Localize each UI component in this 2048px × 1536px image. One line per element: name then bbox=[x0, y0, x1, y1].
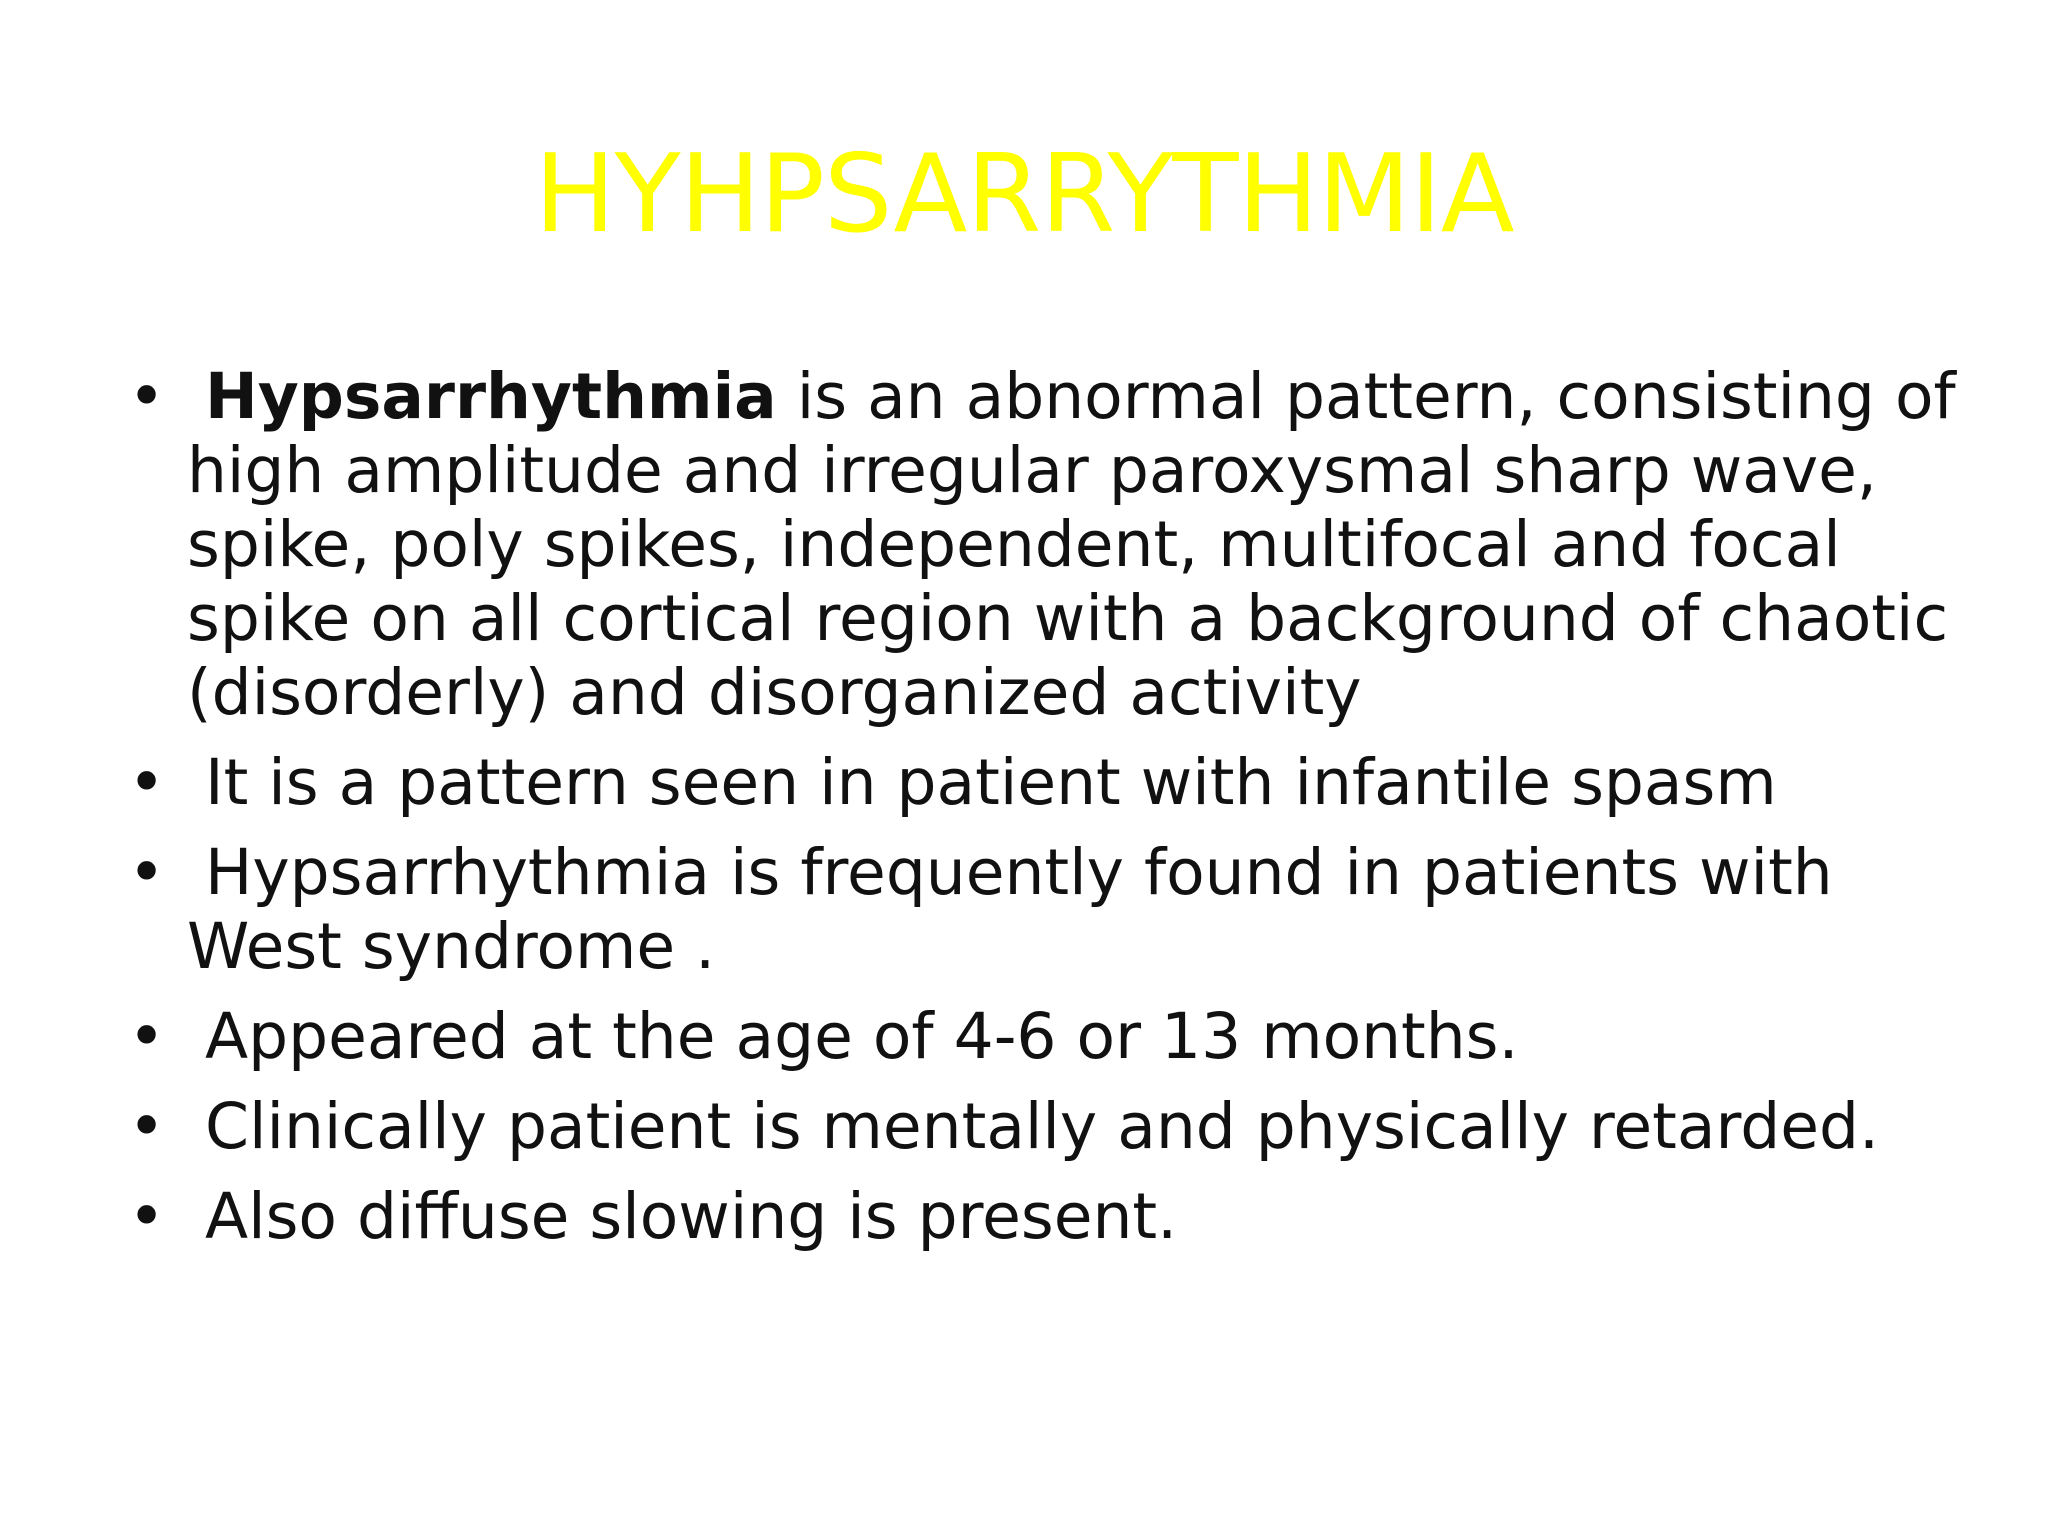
bullet-icon: • bbox=[128, 836, 166, 909]
bullet-text-rest: is an abnormal pattern, consisting of high amplitude and irregular paroxysmal sharp wave, spike, poly spikes, independent, multifocal and focal spike on all cortical region with a background of chaotic (disorderly) and disorganized activity bbox=[187, 360, 1956, 729]
bullet-icon: • bbox=[128, 1180, 166, 1253]
bullet-item-definition bbox=[120, 360, 1980, 730]
bullet-list bbox=[120, 360, 1980, 1270]
bullet-icon: • bbox=[128, 360, 166, 433]
bullet-item-age bbox=[120, 1000, 1980, 1074]
bullet-icon: • bbox=[128, 1090, 166, 1163]
bullet-icon: • bbox=[128, 1000, 166, 1073]
bullet-text: It is a pattern seen in patient with infantile spasm bbox=[205, 746, 1777, 819]
bullet-item-diffuse-slowing bbox=[120, 1180, 1980, 1254]
bullet-text: Appeared at the age of 4-6 or 13 months. bbox=[205, 1000, 1519, 1073]
bullet-text: Hypsarrhythmia is frequently found in patients with West syndrome . bbox=[187, 836, 1833, 983]
bullet-text bbox=[187, 360, 1956, 729]
slide-title: HYHPSARRYTHMIA bbox=[534, 132, 1514, 257]
bullet-text: Also diffuse slowing is present. bbox=[205, 1180, 1178, 1253]
bullet-item-west-syndrome bbox=[120, 836, 1980, 984]
bold-term: Hypsarrhythmia bbox=[205, 360, 777, 433]
bullet-item-infantile-spasm bbox=[120, 746, 1980, 820]
bullet-text: Clinically patient is mentally and physically retarded. bbox=[205, 1090, 1880, 1163]
bullet-item-clinical bbox=[120, 1090, 1980, 1164]
bullet-icon: • bbox=[128, 746, 166, 819]
